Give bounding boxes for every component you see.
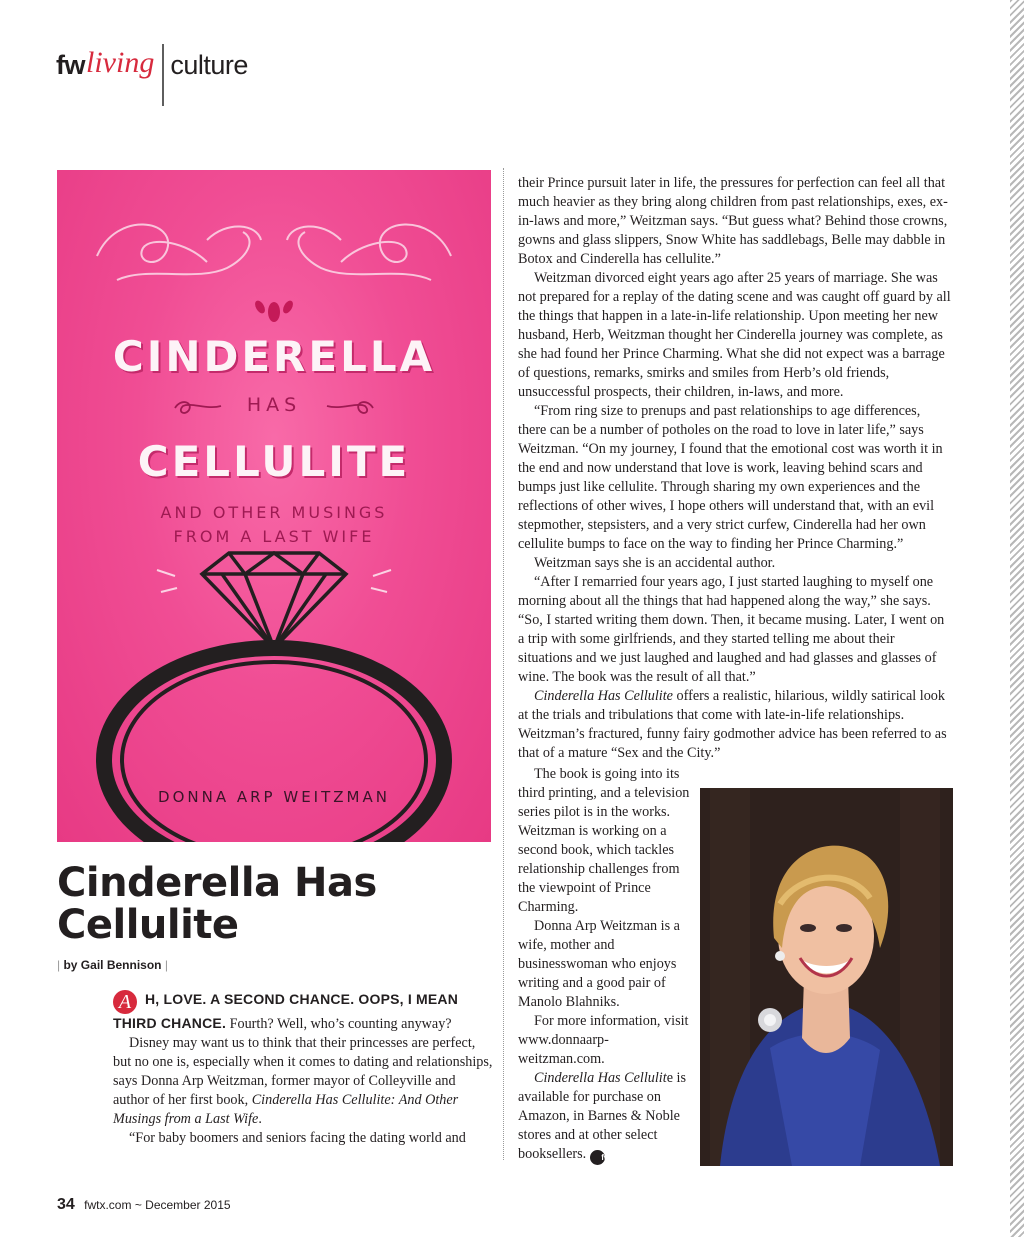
article-column-2 [518, 174, 952, 763]
byline-pipe-left: | [57, 958, 61, 972]
cover-title-line2: CELLULITE [137, 437, 411, 486]
paragraph-text: . [258, 1111, 262, 1127]
author-portrait-illustration [700, 788, 953, 1166]
brand-living: living [86, 46, 155, 79]
paragraph: Donna Arp Weitzman is a wife, mother and businesswoman who enjoys writing and a good pair of Manolo Blahniks. [518, 918, 680, 1010]
section-name: culture [170, 50, 248, 80]
diamond-icon [202, 553, 346, 648]
paragraph [518, 687, 952, 763]
end-mark-icon: fw [590, 1150, 605, 1165]
paragraph: Weitzman says she is an accidental author. [534, 555, 776, 571]
cover-title-line1: CINDERELLA [112, 332, 436, 381]
ring-band-icon [104, 648, 444, 842]
footer-text: fwtx.com ~ December 2015 [84, 1198, 231, 1212]
lead-paragraph [113, 990, 493, 1034]
paragraph: Weitzman divorced eight years ago after 25 years of marriage. She was not prepared for a replay of the dating scene and was caught off guard by all the things that happen in a late-in-life relationship. Upon meeting her new husband, Herb, Weitzman thought her Cinderella journey was complete, as she had found her Prince Charming. What she did not expect was a barrage of questions, remarks, smirks and smiles from Herb’s old friends, unsuccessful prospects, their children, in-laws, and more. [518, 270, 951, 400]
byline-text: by Gail Bennison [63, 958, 162, 972]
book-cover-image [57, 170, 491, 842]
paragraph: “After I remarried four years ago, I just started laughing to myself one morning about all the things that had happened along the way,” she says. “So, I started writing them down. Then, it became musing. Later, I went on a trip with some girlfriends, and they started telling me about their situations and we just laughed and laughed and had glasses and glasses of wine. The book was the result of all that.” [518, 574, 945, 685]
cover-author: DONNA ARP WEITZMAN [158, 788, 390, 806]
author-photo [700, 788, 953, 1166]
header-divider [162, 44, 164, 106]
book-title-italic: Cinderella Has Cellulite [534, 688, 673, 704]
book-title-italic: Cinderella Has Cellulit [534, 1070, 667, 1086]
page-number: 34 [57, 1196, 75, 1213]
cover-subtitle-line2: FROM A LAST WIFE [173, 527, 375, 546]
paragraph: their Prince pursuit later in life, the pressures for perfection can feel all that much heavier as they bring along children from past relationships, exes, ex-in-laws and more,” Weitzman says. “But guess what? Behind those crowns, gowns and glass slippers, Snow White has saddlebags, Belle may dabble in Botox and Cinderella has cellulite.” [518, 175, 948, 267]
column-divider [503, 168, 504, 1160]
paragraph: For more information, visit www.donnaarp-weitzman.com. [518, 1013, 689, 1067]
brand-fw: fw [56, 50, 85, 80]
swirl-ornament-icon [97, 224, 451, 280]
page-edge-pattern [1010, 0, 1024, 1237]
paragraph: “From ring size to prenups and past relationships to age differences, there can be a number of potholes on the road to love in later life,” says Weitzman. “On my journey, I found that the emotional cost was worth it in the end and now understand that love is work, leaving behind scars and bumps just like cellulite. Through sharing my own experiences and the reflections of other wives, I hope others will understand that, with an evil stepmother, stepsisters, and a very strict curfew, Cinderella had her own cellulite bumps to face on the way to finding her Prince Charming.” [518, 403, 943, 552]
paragraph: “For baby boomers and seniors facing the dating world and [129, 1130, 466, 1146]
cover-subtitle-line1: AND OTHER MUSINGS [160, 503, 388, 522]
article-column-3 [518, 765, 693, 1165]
paragraph [518, 1069, 693, 1165]
paragraph-text: offers a realistic, hilarious, wildly satirical look at the trials and tribulations that come with late-in-life relationships. Weitzman’s fractured, funny fairy godmother advice has been referred to as that of a mature “Sex and the City.” [518, 688, 947, 761]
section-header [56, 42, 248, 106]
byline-pipe-right: | [164, 958, 168, 972]
drop-cap: A [113, 990, 137, 1014]
paragraph: The book is going into its third printing, and a television series pilot is in the works. Weitzman is working on a second book, which tackles relationship challenges from the viewpoint of Prince Charming. [518, 766, 690, 915]
page-footer [57, 1196, 231, 1214]
article-column-1 [113, 990, 493, 1148]
drop-ornament-icon [253, 299, 295, 322]
article-headline: Cinderella Has Cellulite [57, 860, 377, 948]
book-title-italic: Cinderella Has Cellulite: And Other Musings from a Last Wife [113, 1092, 459, 1127]
lead-caps: H, LOVE. A SECOND CHANCE. OOPS, I MEAN THIRD CHANCE. [113, 991, 459, 1031]
byline [57, 958, 168, 972]
lead-rest: Fourth? Well, who’s counting anyway? [226, 1016, 452, 1032]
paragraph-text: Disney may want us to think that their princesses are perfect, but no one is, especially when it comes to dating and relationships, says Donna Arp Weitzman, former mayor of Colleyville and author of her first book, [113, 1035, 493, 1108]
paragraph [113, 1034, 493, 1129]
paragraph-text: e is available for purchase on Amazon, in Barnes & Noble stores and at other select booksellers. [518, 1070, 686, 1162]
cover-title-has: HAS [246, 394, 302, 416]
